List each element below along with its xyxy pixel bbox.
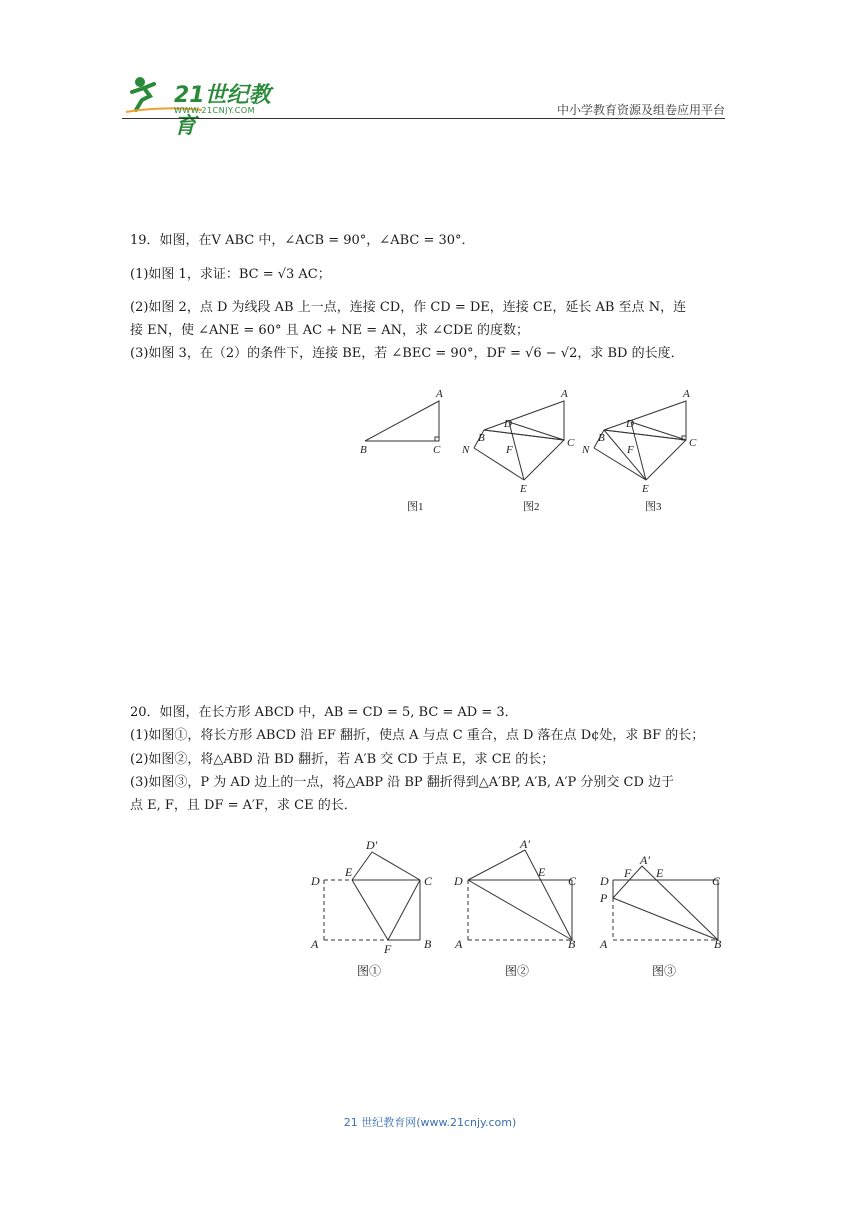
fig-3-label-a: A xyxy=(600,937,608,951)
fig-3-label-p: P xyxy=(600,891,608,905)
q19-part2-line2: 接 EN，使 ∠ANE = 60° 且 AC + NE = AN，求 ∠CDE 的度数； xyxy=(130,323,530,338)
q20-part2: (2)如图②，将△ABD 沿 BD 翻折，若 A′B 交 CD 于点 E，求 CE 的长； xyxy=(130,752,555,767)
footer-text: 21 世纪教育网(www.21cnjy.com) xyxy=(343,1116,517,1129)
fig-3-label-c: C xyxy=(712,874,721,888)
fig-3-label-b: B xyxy=(714,937,722,951)
fig-3-label-d: D xyxy=(600,874,609,888)
fig-2-label-a: A xyxy=(455,937,463,951)
fig1-triangle xyxy=(365,401,439,441)
fig2-label-d: D xyxy=(504,418,512,430)
fig-1-label-c: C xyxy=(424,874,433,888)
fig3-triangle xyxy=(604,401,686,440)
q20-part3-line1: (3)如图③，P 为 AD 边上的一点，将△ABP 沿 BP 翻折得到△A′BP, A′B, A′P 分别交 CD 边于 xyxy=(130,775,675,790)
fig-2-label-b: B xyxy=(568,937,576,951)
fig1-caption: 图1 xyxy=(407,501,424,513)
fig2-label-n: N xyxy=(462,444,470,456)
fig2-triangle xyxy=(484,401,564,440)
fig2-label-a: A xyxy=(561,388,568,400)
fig-1-label-e: E xyxy=(345,865,353,879)
fig-2-label-e: E xyxy=(538,865,546,879)
q19-part2-line1: (2)如图 2，点 D 为线段 AB 上一点，连接 CD，作 CD = DE，连接 CE，延长 AB 至点 N，连 xyxy=(130,300,687,315)
fig-2-label-d: D xyxy=(454,874,463,888)
fig3-label-n: N xyxy=(582,444,590,456)
logo-text: 21世纪教育 xyxy=(174,83,271,139)
fig-2-caption: 图② xyxy=(505,964,530,978)
q19-part1: (1)如图 1，求证：BC = √3 AC； xyxy=(130,267,331,282)
fig-3-label-f: F xyxy=(624,866,632,880)
fig1-label-b: B xyxy=(360,444,367,456)
fig-1-label-b: B xyxy=(424,937,432,951)
fig1-label-a: A xyxy=(436,388,443,400)
q20-part3-line2: 点 E, F，且 DF = A′F，求 CE 的长． xyxy=(130,798,357,813)
fig-3-label-aprime: A′ xyxy=(640,853,650,867)
header-divider xyxy=(122,118,725,119)
q20-stem: 20．如图，在长方形 ABCD 中，AB = CD = 5, BC = AD = 3． xyxy=(130,705,518,720)
q19-figures xyxy=(350,385,710,515)
fig3-label-b: B xyxy=(598,432,605,444)
fig-3-caption: 图③ xyxy=(652,964,677,978)
fig2-label-b: B xyxy=(478,432,485,444)
logo-url: WWW.21CNJY.COM xyxy=(174,106,256,115)
fig3-label-d: D xyxy=(626,418,634,430)
fig3-label-f: F xyxy=(627,444,634,456)
fig3-label-c: C xyxy=(689,437,697,449)
fig2-label-e: E xyxy=(520,483,527,495)
fig-1-caption: 图① xyxy=(357,964,382,978)
header-tagline: 中小学教育资源及组卷应用平台 xyxy=(556,103,725,117)
fig2-caption: 图2 xyxy=(523,501,540,513)
fig-1-label-a: A xyxy=(311,937,319,951)
fig-2-label-aprime: A′ xyxy=(520,837,530,851)
fig-1-label-f: F xyxy=(384,942,392,956)
site-logo xyxy=(122,70,292,139)
fig1-label-c: C xyxy=(433,444,441,456)
fig-1-label-d: D xyxy=(311,874,320,888)
fig2-label-c: C xyxy=(567,437,575,449)
fig-3-label-e: E xyxy=(656,866,664,880)
fig-1-label-dprime: D′ xyxy=(366,838,378,852)
fig2-label-f: F xyxy=(506,444,513,456)
q20-figures xyxy=(300,832,730,982)
q19-stem: 19．如图，在V ABC 中，∠ACB = 90°，∠ABC = 30°． xyxy=(130,233,475,248)
q19-part3: (3)如图 3，在（2）的条件下，连接 BE，若 ∠BEC = 90°，DF = √6 − √2，求 BD 的长度． xyxy=(130,346,684,361)
fig3-label-a: A xyxy=(683,388,690,400)
fig-2-label-c: C xyxy=(568,874,577,888)
fig3-label-e: E xyxy=(642,483,649,495)
fig3-caption: 图3 xyxy=(645,501,662,513)
q20-part1: (1)如图①，将长方形 ABCD 沿 EF 翻折，使点 A 与点 C 重合，点 D 落在点 D¢处，求 BF 的长； xyxy=(130,728,705,743)
